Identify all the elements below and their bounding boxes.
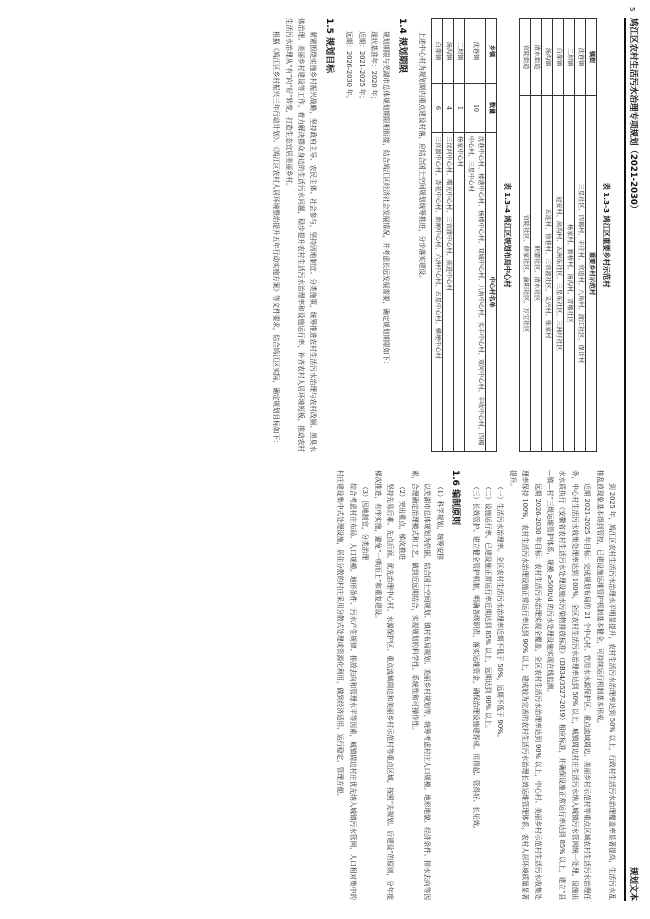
table-cell: 沈巷镇 <box>465 19 486 84</box>
table-row <box>443 19 454 452</box>
table-cell: 杨家中心村 <box>454 133 465 452</box>
table-cell: 沈巷中心村、楼港中心村、杨楼中心村、双城中心村、八角中心村、实丰中心村、双河中心村、丰收中心村、四褐中心村、三星中心村 <box>465 133 486 452</box>
column-header: 乡镇 <box>486 19 497 84</box>
table-row <box>519 19 530 452</box>
column-header: 数量 <box>486 84 497 133</box>
paragraph: 近期 2021-2025 年目标：完成规划布局的 21 个中心村、饮用水水源保护区、重点流域周边、美丽乡村示范村等重点区域农村生活污水治理任务，中心村生活污水收集处理率达到 100%，全区农村生活污水治理率达到 50% 以上，城镇周边村庄生活污水纳入城镇污水管网统一处理。设施出水水质执行《安徽省农村生活污水处理设施水污染物排放标准》（DB34/3527-2019）相应标准，并确保设施正常运行率达到 85% 以上，建立“县—镇—村”三级运维管护体系，规模 ≥500t/d 的污水处理设施实现在线监测。 <box>545 470 592 900</box>
column-header: 重要乡村示范村 <box>585 96 596 452</box>
table-row <box>432 19 443 452</box>
table-header-row <box>486 19 497 452</box>
table-cell: 白茆镇 <box>552 19 563 96</box>
table-cell: 三星社区、四褐村、丰庄村、官道村、八角村、渡江社区、保计村 <box>574 96 585 452</box>
table-row <box>530 19 541 452</box>
table-note: 上述中心村为规划期内重点建设村落，应结合国土空间规划统筹推进，分步落实建设。 <box>418 31 427 282</box>
table-cell: 三官渡中心村、杏花中心村、新闸中心村、六洲中心村、五星中心村、横埂中心村 <box>432 133 443 452</box>
table-cell: 4 <box>443 84 454 133</box>
column-header: 中心村名单 <box>486 133 497 452</box>
table-cell: 杨家村、新桥村、汤沟村、青墩社区 <box>563 96 574 452</box>
table-cell: 白茆镇 <box>432 19 443 84</box>
table-cell: 五连村、徐巷村、三官渡社区、义兴村、张家村 <box>541 96 552 452</box>
list-item: 远期：2026-2030 年。 <box>345 31 354 103</box>
list-item: 现状基准年：2020 年； <box>369 31 378 103</box>
paragraph: 紧紧围绕实施乡村振兴战略，坚持政府主导、农民主体、社会参与，坚持因地制宜、分类施策，统筹推进农村生活污水治理与农村改厕、黑臭水体治理、美丽乡村建设等工作，着力解决群众身边的生活污水问题，稳步提升农村生活污水治理率和设施运行率，补齐农村人居环境短板，推动农村生活污水治理从“有”向“好”转变，打造生态宜居美丽乡村。 <box>284 18 318 452</box>
table-cell: 三汊河中心村、曙光中心村、三官渡中心村、前进中心村 <box>443 133 454 452</box>
paragraph: 坚持先易后难、先点后面，优先治理中心村、水源保护区、重点流域周边和美丽乡村示范村等重点区域，按照“先规划、后建设”的原则，分年度梯次推进，有序实施，避免“一哄而上”和重复建设。 <box>373 470 395 900</box>
table-cell: 汤沟镇 <box>541 19 552 96</box>
paragraph: 综合考虑村庄布局、人口规模、地形条件、污水产生规律、排放去向和管理水平等因素，城镇周边村庄优先纳入城镇污水管网，人口相对集中的村庄建设集中式处理设施，居住分散的村庄采用分散式处理或资源化利用，做到经济适用、运行稳定、管理方便。 <box>336 470 357 900</box>
table-row <box>454 19 465 452</box>
table-cell: 二坝镇 <box>563 19 574 96</box>
left-column <box>270 18 618 452</box>
table1-caption: 表 1.3-3 鸠江区重要乡村示范村 <box>602 182 611 288</box>
table-cell: 沈巷镇 <box>574 19 585 96</box>
central-villages-table <box>431 18 497 452</box>
table2-caption: 表 1.3-4 鸠江区规划布局中心村 <box>502 182 512 288</box>
section-heading: 1.4 规划期限 <box>396 18 407 74</box>
table-header-row <box>585 19 596 452</box>
table-cell: 联盟社区、清水社区 <box>530 96 541 452</box>
table-row <box>574 19 585 452</box>
table-cell: 清水街道 <box>530 19 541 96</box>
table-cell: 1 <box>454 84 465 133</box>
demonstration-villages-table <box>519 18 597 452</box>
right-column <box>334 470 618 900</box>
principle-title: （3）因地制宜，分类治理 <box>361 483 370 560</box>
table-cell: 6 <box>432 84 443 133</box>
table-cell: 官陡街道 <box>519 19 530 96</box>
paragraph: 到 2025 年，鸠江区农村生活污水治理水平明显提升，农村生活污水治理率达到 50% 以上，行政村生活污水治理覆盖率显著提高，生活污水乱排乱放现象基本得到管控，已建设施运维管护机制基本健全，可持续运行机制基本形成。 <box>595 470 616 900</box>
table-cell: 二坝镇 <box>454 19 465 84</box>
table-row <box>563 19 574 452</box>
principle-title: （2）突出重点，梯次推进 <box>398 483 407 560</box>
list-item: （三）长效管护。建立健全管护机制，明确各级职责，落实运维资金，确保治理设施建得成、用得起、管得好、长见效。 <box>471 483 480 833</box>
list-item: （一）生活污水治理率。全区农村生活污水治理率近期不低于 50%，远期不低于 90%。 <box>496 483 505 741</box>
table-cell: 冠安村、高沟村、五洲东社区、三星东社区、三洲圩社区 <box>552 96 563 452</box>
paragraph: 以芜湖市总体规划为依据，结合国土空间规划、镇村布局规划、美丽乡村规划等，统筹考虑村庄人口规模、地形地貌、经济条件、排水去向等因素，合理确定治理模式和工艺，做到近远期结合，实现规划的科学性、系统性和可操作性。 <box>410 470 432 900</box>
page-header <box>624 18 640 901</box>
page-number: 5 <box>628 7 636 12</box>
document-title: 鸠江区农村生活污水治理专项规划（2021-2030） <box>628 18 638 214</box>
list-item: 近期：2021-2025 年； <box>357 31 366 103</box>
table-row <box>541 19 552 452</box>
document-type-label: 规划文本 <box>628 866 638 901</box>
table-cell: 10 <box>465 84 486 133</box>
paragraph: 根据《鸠江区乡村振兴三年行动计划》、《鸠江区农村人居环境整治提升五年行动实施方案》等文件要求，结合鸠江区实际，确定规划目标如下： <box>272 31 281 447</box>
principle-title: （1）科学规划，统筹安排 <box>435 483 444 560</box>
section-heading: 1.6 编制原则 <box>450 470 461 526</box>
table-cell: 汤沟镇 <box>443 19 454 84</box>
paragraph: 规划期限与芜湖市总体规划期限相衔接，结合鸠江区经济社会发展情况，并考虑长远发展需要，确定规划期限如下： <box>382 31 391 368</box>
column-header: 镇街 <box>585 19 596 96</box>
table-cell: 官陡社区、薛家社区、渝阳社区、万宝社区 <box>519 96 530 452</box>
table-row <box>465 19 486 452</box>
paragraph: 远期 2026-2030 年目标：农村生活污水治理实现全覆盖，全区农村生活污水治理率达到 90% 以上，中心村、美丽乡村示范村生活污水收集处理率保持 100%，农村生活污水治理设施正常运行率达到 90% 以上，建成较为完善的农村生活污水治理长效运维管理体系，农村人居环境质量显著提升。 <box>508 470 542 900</box>
list-item: （二）设施运行率。已建设施正常运行率近期达到 85% 以上，远期达到 90% 以上。 <box>483 483 492 732</box>
section-heading: 1.5 规划目标 <box>323 18 334 74</box>
table-row <box>552 19 563 452</box>
